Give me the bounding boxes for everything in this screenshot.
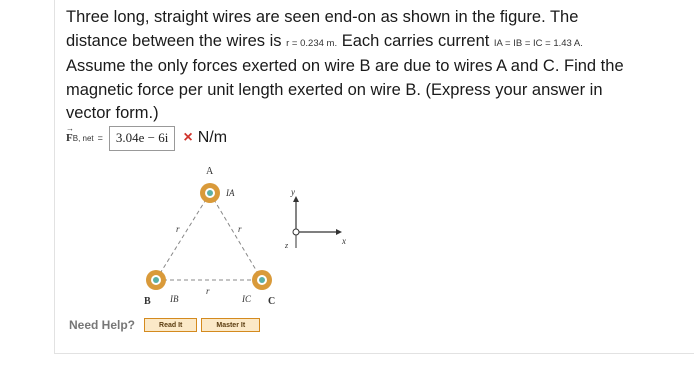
equals-sign: = bbox=[97, 133, 103, 143]
wrong-answer-icon: × bbox=[183, 129, 193, 146]
force-symbol: → F bbox=[66, 132, 73, 144]
r-label-left: r bbox=[176, 224, 180, 234]
question-line-1: Three long, straight wires are seen end-on as shown in the figure. The bbox=[66, 8, 579, 26]
need-help-label: Need Help? bbox=[69, 318, 136, 332]
question-line-2b: Each carries current bbox=[341, 31, 490, 50]
side-AC bbox=[210, 193, 262, 280]
axis-z-label: z bbox=[285, 241, 289, 250]
current-value: IA = IB = IC = 1.43 A. bbox=[493, 37, 583, 49]
answer-row bbox=[66, 125, 227, 151]
question-line-5: vector form.) bbox=[66, 104, 159, 122]
force-subscript: B, net bbox=[72, 133, 94, 143]
axis-x-label: x bbox=[342, 236, 346, 246]
r-label-right: r bbox=[238, 224, 242, 234]
wire-figure bbox=[130, 158, 360, 308]
wire-C-icon bbox=[252, 270, 272, 290]
question-line-2 bbox=[66, 30, 686, 56]
question-line-4: magnetic force per unit length exerted on wire B. (Express your answer in bbox=[66, 80, 603, 99]
r-label-bottom: r bbox=[206, 286, 210, 296]
help-row bbox=[69, 318, 264, 332]
current-A: IA bbox=[226, 188, 235, 198]
label-C: C bbox=[268, 296, 276, 307]
current-C: IC bbox=[242, 294, 251, 304]
question-text bbox=[66, 6, 686, 126]
wire-B-icon bbox=[146, 270, 166, 290]
question-line-2a: distance between the wires is bbox=[66, 31, 282, 50]
r-value: r = 0.234 m. bbox=[286, 37, 338, 49]
axis-y-label: y bbox=[291, 187, 295, 197]
answer-input[interactable]: 3.04e − 6i bbox=[109, 126, 175, 151]
axes-icon bbox=[293, 196, 342, 248]
question-line-3: Assume the only forces exerted on wire B are due to wires A and C. Find the bbox=[66, 57, 624, 75]
force-label bbox=[66, 132, 103, 144]
read-it-button[interactable]: Read It bbox=[144, 318, 197, 332]
wire-A-icon bbox=[200, 183, 220, 203]
label-A: A bbox=[206, 166, 214, 177]
answer-unit: N/m bbox=[197, 129, 228, 146]
side-AB bbox=[156, 193, 210, 280]
label-B: B bbox=[144, 296, 151, 307]
current-B: IB bbox=[170, 294, 179, 304]
master-it-button[interactable]: Master It bbox=[201, 318, 260, 332]
